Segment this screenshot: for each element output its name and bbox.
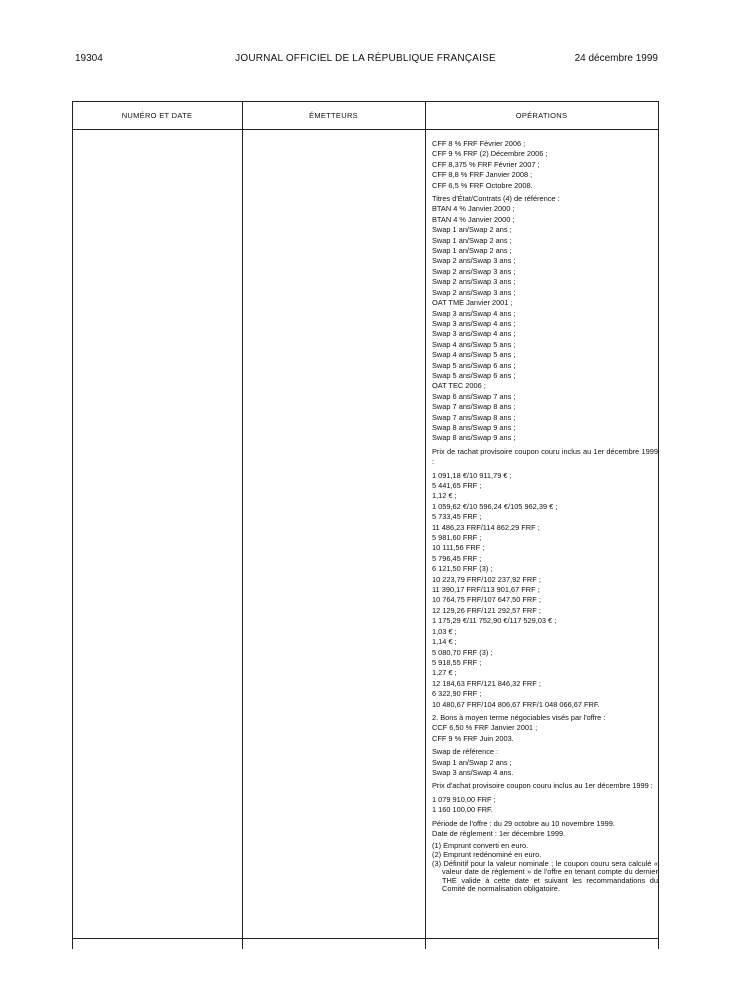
footnote: (2) Emprunt redénominé en euro. — [432, 850, 542, 859]
list-item: Swap 8 ans/Swap 9 ans ; — [432, 422, 516, 432]
page-number: 19304 — [75, 53, 103, 64]
list-item: OAT TME Janvier 2001 ; — [432, 298, 513, 308]
table-left-border — [72, 101, 73, 949]
list-item: Swap 7 ans/Swap 8 ans ; — [432, 402, 516, 412]
list-item: 1,27 € ; — [432, 668, 457, 678]
list-item: Swap 1 an/Swap 2 ans ; — [432, 235, 512, 245]
operations-text — [432, 139, 658, 894]
list-item: CFF 6,5 % FRF Octobre 2008. — [432, 180, 533, 190]
list-item: 10 480,67 FRF/104 806,67 FRF/1 048 066,67 FRF. — [432, 699, 600, 709]
list-item: 6 121,50 FRF (3) ; — [432, 564, 493, 574]
table-top-border — [72, 101, 659, 102]
list-item: Swap 7 ans/Swap 8 ans ; — [432, 412, 516, 422]
issue-date: 24 décembre 1999 — [574, 53, 658, 64]
bons-heading: 2. Bons à moyen terme négociables visés par l'offre : — [432, 712, 606, 722]
list-item: Swap 6 ans/Swap 7 ans ; — [432, 391, 516, 401]
list-item: 1,12 € ; — [432, 491, 457, 501]
list-item: CFF 8,8 % FRF Janvier 2008 ; — [432, 170, 533, 180]
list-item: CFF 9 % FRF Juin 2003. — [432, 733, 514, 743]
list-item: Swap 5 ans/Swap 6 ans ; — [432, 360, 516, 370]
list-item: Swap 2 ans/Swap 3 ans ; — [432, 256, 516, 266]
column-header-numero: NUMÉRO ET DATE — [121, 111, 193, 120]
list-item: 1,03 € ; — [432, 626, 457, 636]
list-item: 6 322,90 FRF ; — [432, 689, 482, 699]
cff-list — [432, 139, 658, 191]
list-item: Swap 4 ans/Swap 5 ans ; — [432, 350, 516, 360]
titres-heading: Titres d'État/Contrats (4) de référence : — [432, 194, 560, 204]
list-item: CFF 8,375 % FRF Février 2007 ; — [432, 159, 540, 169]
list-item: Swap 8 ans/Swap 9 ans ; — [432, 433, 516, 443]
list-item: Swap 3 ans/Swap 4 ans. — [432, 767, 514, 777]
list-item: Swap 4 ans/Swap 5 ans ; — [432, 339, 516, 349]
list-item: Swap 2 ans/Swap 3 ans ; — [432, 287, 516, 297]
table-header-separator — [72, 129, 659, 130]
list-item: Swap 3 ans/Swap 4 ans ; — [432, 318, 516, 328]
table-right-border — [658, 101, 659, 949]
list-item: 1,14 € ; — [432, 637, 457, 647]
swap-ref-heading: Swap de référence : — [432, 747, 499, 757]
prix-achat-heading: Prix d'achat provisoire coupon couru inclus au 1er décembre 1999 : — [432, 781, 653, 791]
list-item: 1 059,62 €/10 596,24 €/105 962,39 € ; — [432, 501, 558, 511]
date-reglement: Date de règlement : 1er décembre 1999. — [432, 829, 566, 838]
list-item: 11 390,17 FRF/113 901,67 FRF ; — [432, 585, 540, 595]
list-item: BTAN 4 % Janvier 2000 ; — [432, 204, 515, 214]
titres-list — [432, 204, 658, 443]
swap-ref-list — [432, 758, 658, 779]
list-item: Swap 2 ans/Swap 3 ans ; — [432, 277, 516, 287]
list-item: 10 223,79 FRF/102 237,92 FRF ; — [432, 574, 541, 584]
list-item: Swap 1 an/Swap 2 ans ; — [432, 757, 512, 767]
list-item: 1 160 100,00 FRF. — [432, 805, 493, 815]
list-item: 5 733,45 FRF ; — [432, 512, 482, 522]
list-item: CFF 8 % FRF Février 2006 ; — [432, 139, 526, 148]
list-item: 1 091,18 €/10 911,79 € ; — [432, 470, 512, 480]
list-item: 12 129,26 FRF/121 292,57 FRF ; — [432, 605, 541, 615]
footnote: (3) Définitif pour la valeur nominale ; le coupon couru sera calculé « valeur date de règlement » de l'offre en tenant compte du dernier THE valide à cette date et suivant les recommandations du Comité de normalisation obligatoire. — [432, 858, 658, 894]
footnote: (1) Emprunt converti en euro. — [432, 841, 529, 851]
list-item: 11 486,23 FRF/114 862,29 FRF ; — [432, 522, 540, 532]
list-item: 5 441,65 FRF ; — [432, 481, 482, 490]
list-item: Swap 1 an/Swap 2 ans ; — [432, 225, 512, 235]
list-item: Swap 3 ans/Swap 4 ans ; — [432, 308, 516, 318]
column-divider-1 — [242, 101, 243, 949]
journal-title: JOURNAL OFFICIEL DE LA RÉPUBLIQUE FRANÇAISE — [235, 53, 496, 64]
table-bottom-border — [72, 938, 659, 939]
list-item: CFF 9 % FRF (2) Décembre 2006 ; — [432, 149, 548, 159]
list-item: CCF 6,50 % FRF Janvier 2001 ; — [432, 723, 538, 733]
prix-achat-list — [432, 795, 658, 816]
prix-rachat-list — [432, 471, 658, 710]
periode-offre: Période de l'offre : du 29 octobre au 10 novembre 1999. — [432, 818, 615, 828]
list-item: 5 918,55 FRF ; — [432, 657, 482, 667]
list-item: 10 764,75 FRF/107 647,50 FRF ; — [432, 595, 541, 605]
list-item: 1 175,29 €/11 752,90 €/117 529,03 € ; — [432, 616, 557, 626]
bons-list — [432, 723, 658, 744]
footnotes — [432, 842, 658, 894]
list-item: 5 981,60 FRF ; — [432, 533, 482, 543]
list-item: Swap 2 ans/Swap 3 ans ; — [432, 266, 516, 276]
prix-rachat-heading: Prix de rachat provisoire coupon couru inclus au 1er décembre 1999 : — [432, 446, 658, 467]
column-divider-2 — [425, 101, 426, 949]
list-item: 1 079 910,00 FRF ; — [432, 794, 496, 804]
list-item: 10 111,56 FRF ; — [432, 543, 485, 553]
column-header-operations: OPÉRATIONS — [515, 111, 568, 120]
list-item: 12 184,63 FRF/121 846,32 FRF ; — [432, 678, 541, 688]
list-item: 5 796,45 FRF ; — [432, 553, 482, 563]
column-header-emetteurs: ÉMETTEURS — [309, 111, 358, 120]
list-item: BTAN 4 % Janvier 2000 ; — [432, 214, 515, 224]
list-item: 5 080,70 FRF (3) ; — [432, 647, 493, 657]
list-item: Swap 3 ans/Swap 4 ans ; — [432, 329, 516, 339]
list-item: OAT TEC 2006 ; — [432, 381, 486, 391]
list-item: Swap 5 ans/Swap 6 ans ; — [432, 370, 516, 380]
list-item: Swap 1 an/Swap 2 ans ; — [432, 246, 512, 256]
